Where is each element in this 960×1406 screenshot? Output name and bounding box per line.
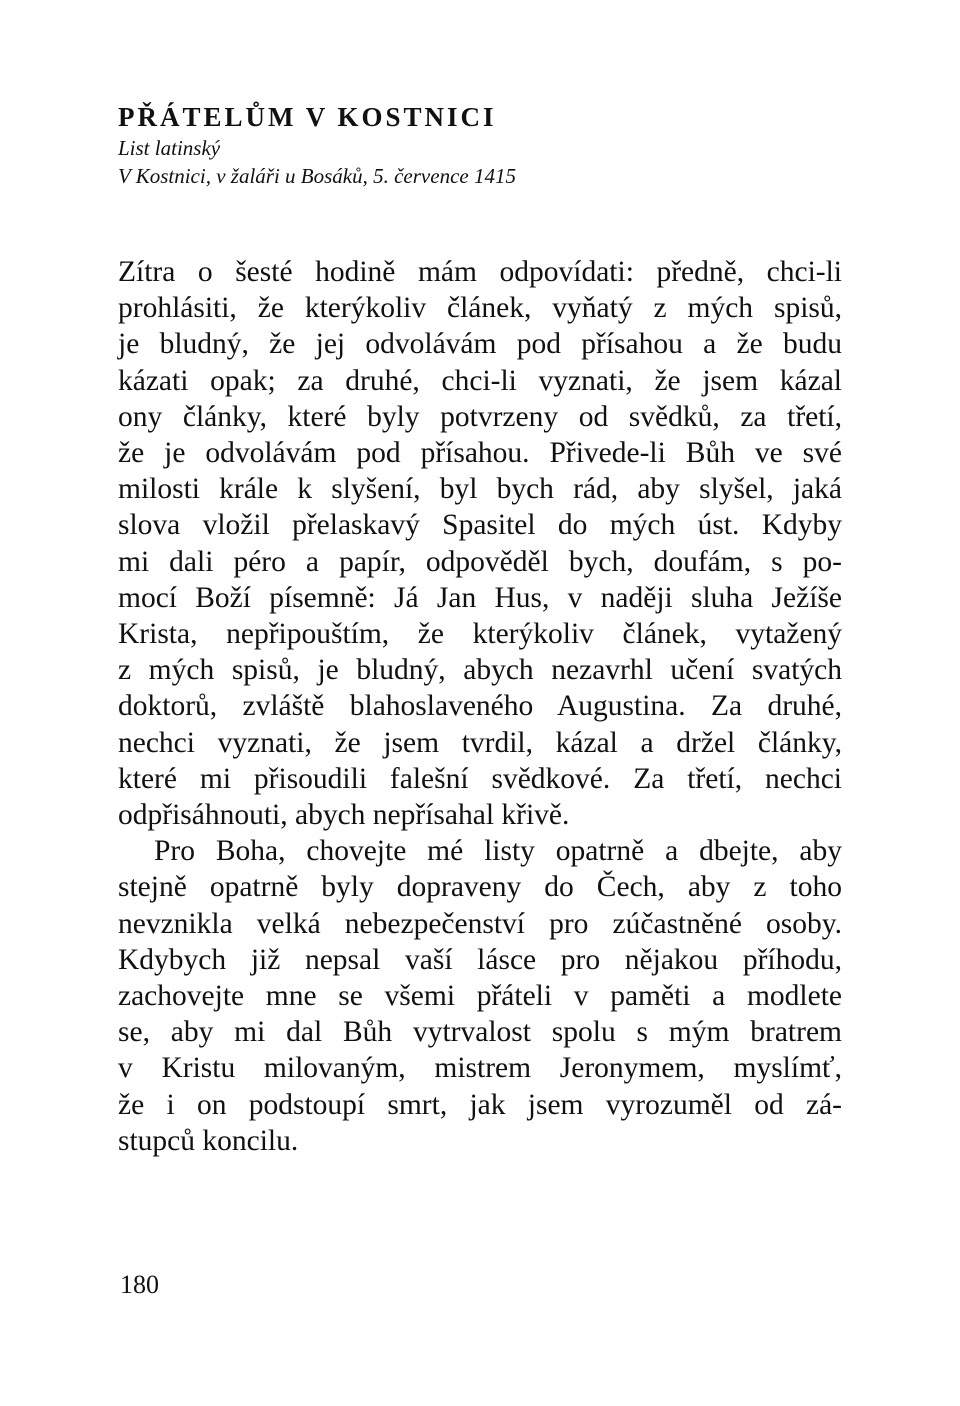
text-line: mocí Boží písemně: Já Jan Hus, v naději sluha Ježíše — [118, 581, 842, 614]
text-line: kázati opak; za druhé, chci-li vyznati, že jsem kázal — [118, 364, 842, 397]
text-line: zachovejte mne se všemi přáteli v paměti a modlete — [118, 980, 842, 1013]
text-line: ony články, které byly potvrzeny od svědků, za třetí, — [118, 400, 842, 433]
text-line: Pro Boha, chovejte mé listy opatrně a dbejte, aby — [154, 835, 842, 868]
page-content — [118, 100, 842, 1159]
text-line: že je odvolávám pod přísahou. Přivede-li Bůh ve své — [118, 437, 842, 470]
text-line: odpřisáhnouti, abych nepřísahal křivě. — [118, 799, 570, 832]
text-line: Zítra o šesté hodině mám odpovídati: předně, chci-li — [118, 256, 842, 288]
text-line: nechci vyznati, že jsem tvrdil, kázal a držel články, — [118, 726, 842, 759]
text-line: doktorů, zvláště blahoslaveného Augustina. Za druhé, — [118, 690, 842, 723]
letter-place-date: V Kostnici, v žaláři u Bosáků, 5. července 1415 — [118, 164, 516, 188]
text-line: prohlásiti, že kterýkoliv článek, vyňatý z mých spisů, — [118, 292, 842, 325]
text-line: nevznikla velká nebezpečenství pro zúčastněné osoby. — [118, 907, 842, 940]
text-line: stejně opatrně byly dopraveny do Čech, aby z toho — [118, 871, 842, 904]
text-line: je bludný, že jej odvolávám pod přísahou a že budu — [118, 328, 842, 361]
text-line: milosti krále k slyšení, byl bych rád, aby slyšel, jaká — [118, 473, 842, 506]
text-line: se, aby mi dal Bůh vytrvalost spolu s mým bratrem — [118, 1016, 842, 1049]
text-line: v Kristu milovaným, mistrem Jeronymem, myslímť, — [118, 1052, 842, 1085]
paragraph-2 — [118, 833, 842, 1159]
page-title: PŘÁTELŮM V KOSTNICI — [118, 102, 497, 132]
text-line: mi dali péro a papír, odpověděl bych, doufám, s po- — [118, 545, 842, 578]
text-line: Kdybych již nepsal vaší lásce pro nějakou příhodu, — [118, 943, 842, 976]
text-line: že i on podstoupí smrt, jak jsem vyrozuměl od zá- — [118, 1088, 842, 1121]
text-line: Krista, nepřipouštím, že kterýkoliv článek, vytažený — [118, 618, 842, 651]
text-line: z mých spisů, je bludný, abych nezavrhl učení svatých — [118, 654, 842, 687]
text-line: slova vložil přelaskavý Spasitel do mých úst. Kdyby — [118, 509, 842, 542]
text-line: které mi přisoudili falešní svědkové. Za třetí, nechci — [118, 762, 842, 795]
letter-body — [118, 254, 842, 1159]
text-line: stupců koncilu. — [118, 1124, 299, 1157]
paragraph-1 — [118, 254, 842, 833]
page-number: 180 — [120, 1270, 159, 1299]
letter-type: List latinský — [118, 136, 221, 160]
